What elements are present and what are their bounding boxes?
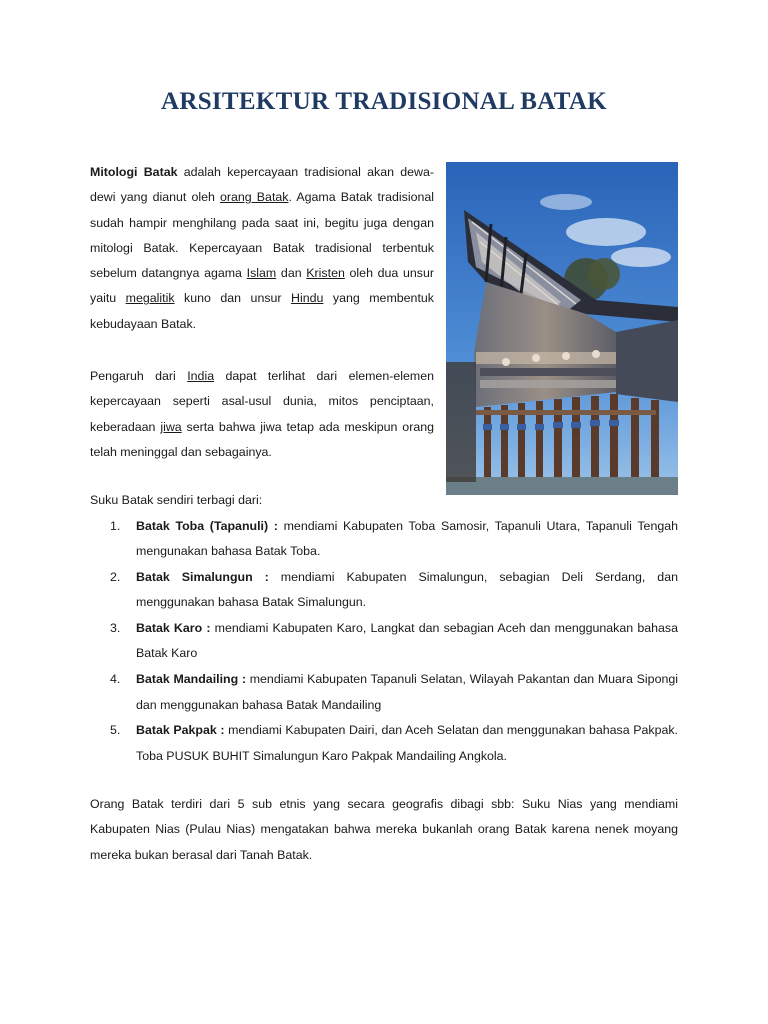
list-number: 5. bbox=[110, 723, 121, 738]
list-item bbox=[90, 616, 678, 667]
text-span: dapat terlihat dari elemen-elemen kepercayaan seperti asal-usul dunia, mitos penciptaan, keberadaan bbox=[90, 369, 434, 434]
link-islam[interactable]: Islam bbox=[246, 266, 277, 281]
list-term: Batak Pakpak : bbox=[136, 723, 225, 738]
text-span: dan bbox=[276, 266, 307, 281]
list-item bbox=[90, 514, 678, 565]
list-intro: Suku Batak sendiri terbagi dari: bbox=[90, 493, 263, 507]
paragraph-mitologi bbox=[90, 160, 434, 337]
sub-ethnic-list bbox=[90, 514, 678, 769]
link-jiwa[interactable]: jiwa bbox=[160, 419, 182, 434]
list-number: 3. bbox=[110, 621, 121, 636]
list-description: mendiami Kabupaten Dairi, dan Aceh Selatan dan menggunakan bahasa Pakpak. Toba PUSUK BUHIT Simalungun Karo Pakpak Mandailing Angkola. bbox=[136, 723, 678, 763]
list-item bbox=[90, 667, 678, 718]
list-term: Batak Karo : bbox=[136, 621, 211, 636]
list-number: 4. bbox=[110, 672, 121, 687]
link-megalitik[interactable]: megalitik bbox=[125, 291, 175, 306]
list-item bbox=[90, 718, 678, 769]
paragraph-pengaruh bbox=[90, 364, 434, 465]
text-span: Pengaruh dari bbox=[90, 369, 188, 383]
list-term: Batak Toba (Tapanuli) : bbox=[136, 519, 278, 533]
list-term: Batak Mandailing : bbox=[136, 672, 246, 687]
list-description: mendiami Kabupaten Tapanuli Selatan, Wilayah Pakantan dan Muara Sipongi dan menggunakan bahasa Batak Mandailing bbox=[136, 672, 678, 712]
text-span: adalah kepercayaan tradisional akan dewa-dewi yang dianut oleh bbox=[90, 165, 434, 205]
list-number: 1. bbox=[110, 519, 121, 533]
list-description: mendiami Kabupaten Toba Samosir, Tapanuli Utara, Tapanuli Tengah mengunakan bahasa Batak Toba. bbox=[136, 519, 679, 559]
list-number: 2. bbox=[110, 570, 121, 585]
batak-house-photo bbox=[446, 162, 678, 495]
text-span: serta bahwa jiwa tetap ada meskipun orang telah meninggal dan sebagainya. bbox=[90, 419, 434, 459]
list-description: mendiami Kabupaten Karo, Langkat dan sebagian Aceh dan menggunakan bahasa Batak Karo bbox=[136, 621, 678, 661]
link-kristen[interactable]: Kristen bbox=[306, 266, 345, 281]
list-description: mendiami Kabupaten Simalungun, sebagian Deli Serdang, dan menggunakan bahasa Batak Simalungun. bbox=[136, 570, 678, 610]
link-india[interactable]: India bbox=[187, 369, 215, 383]
text-span: . Agama Batak tradisional sudah hampir menghilang pada saat ini, begitu juga dengan mitologi Batak. Kepercayaan Batak tradisional terbentuk sebelum datangnya agama bbox=[90, 190, 434, 281]
text-span: kuno dan unsur bbox=[174, 291, 292, 306]
text-span: yang membentuk kebudayaan Batak. bbox=[90, 291, 434, 331]
list-item bbox=[90, 565, 678, 616]
link-orang-batak[interactable]: orang Batak bbox=[219, 190, 289, 205]
batak-house-illustration bbox=[446, 162, 678, 495]
page-title: ARSITEKTUR TRADISIONAL BATAK bbox=[160, 88, 607, 115]
link-hindu[interactable]: Hindu bbox=[291, 291, 324, 306]
paragraph-sub-etnis: Orang Batak terdiri dari 5 sub etnis yang secara geografis dibagi sbb: Suku Nias yang mendiami Kabupaten Nias (Pulau Nias) mengatakan bahwa mereka bukanlah orang Batak karena nenek moyang mereka bukan berasal dari Tanah Batak. bbox=[90, 797, 678, 862]
bold-term: Mitologi Batak bbox=[90, 165, 178, 179]
text-span: oleh dua unsur yaitu bbox=[90, 266, 434, 306]
list-term: Batak Simalungun : bbox=[136, 570, 269, 585]
